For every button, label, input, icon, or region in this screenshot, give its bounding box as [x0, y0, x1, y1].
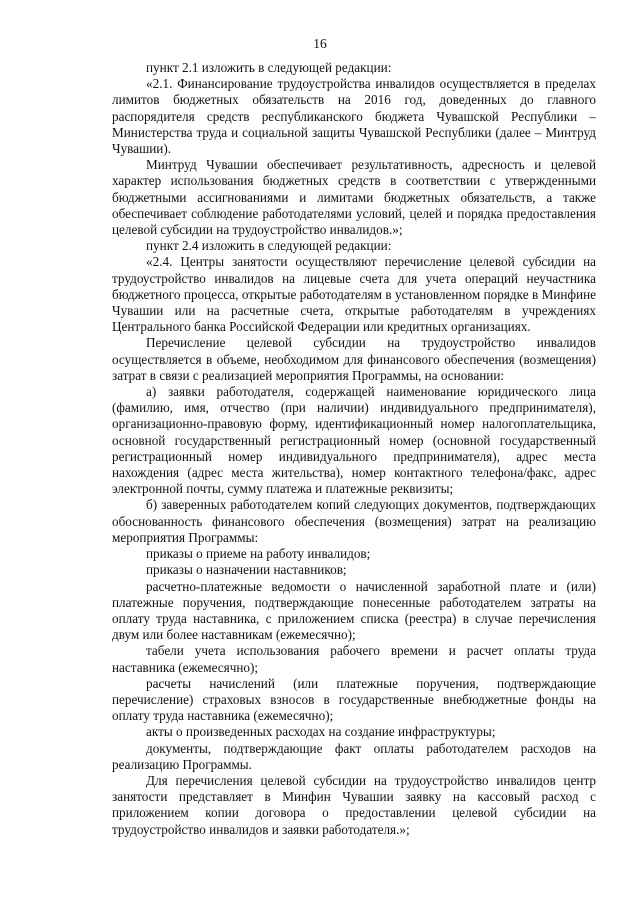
paragraph-7: а) заявки работодателя, содержащей наименование юридического лица (фамилию, имя, отчество (при наличии) индивидуального предпринимателя), организационно-правовую форму, идентификационный номер налогоплательщика, основной государственный регистрационный номер (основной государственный регистрационный номер индивидуального предпринимателя), адрес места нахождения (адрес места жительства), номер контактного телефона/факс, адрес электронной почты, сумму платежа и платежные реквизиты;	[112, 384, 596, 497]
paragraph-5: «2.4. Центры занятости осуществляют перечисление целевой субсидии на трудоустройство инвалидов на лицевые счета для учета операций неучастника бюджетного процесса, открытые работодателям в установленном порядке в Минфине Чувашии или на расчетные счета, открытые работодателям в учреждениях Центрального банка Российской Федерации или кредитных организациях.	[112, 254, 596, 335]
paragraph-2: «2.1. Финансирование трудоустройства инвалидов осуществляется в пределах лимитов бюджетных обязательств на 2016 год, доведенных до главного распорядителя средств республиканского бюджета Чувашской Республики – Министерства труда и социальной защиты Чувашской Республики (далее – Минтруд Чувашии).	[112, 76, 596, 157]
paragraph-4: пункт 2.4 изложить в следующей редакции:	[146, 238, 392, 254]
paragraph-13: расчеты начислений (или платежные поручения, подтверждающие перечисление) страховых взносов в государственные внебюджетные фонды на оплату труда наставника (ежемесячно);	[112, 675, 596, 724]
page-number: 16	[313, 36, 327, 51]
paragraph-6: Перечисление целевой субсидии на трудоустройство инвалидов осуществляется в объеме, необходимом для финансового обеспечения (возмещения) затрат в связи с реализацией мероприятия Программы, на основании:	[112, 335, 596, 383]
paragraph-14: акты о произведенных расходах на создание инфраструктуры;	[146, 724, 496, 740]
paragraph-3: Минтруд Чувашии обеспечивает результативность, адресность и целевой характер использования бюджетных средств в соответствии с утвержденными бюджетными ассигнованиями и лимитами бюджетных обязательств, а также обеспечивает соблюдение работодателями условий, целей и порядка предоставления целевой субсидии на трудоустройство инвалидов.»;	[112, 157, 596, 238]
paragraph-10: приказы о назначении наставников;	[146, 562, 347, 578]
paragraph-8: б) заверенных работодателем копий следующих документов, подтверждающих обоснованность финансового обеспечения (возмещения) затрат на реализацию мероприятия Программы:	[112, 497, 596, 545]
paragraph-1: пункт 2.1 изложить в следующей редакции:	[146, 60, 392, 75]
document-body	[112, 60, 596, 838]
paragraph-12: табели учета использования рабочего времени и расчет оплаты труда наставника (ежемесячно);	[112, 643, 596, 675]
paragraph-11: расчетно-платежные ведомости о начисленной заработной плате и (или) платежные поручения, подтверждающие понесенные работодателем затраты на оплату труда наставника, с приложением списка (реестра) в случае перечисления двум или более наставникам (ежемесячно);	[112, 578, 596, 643]
paragraph-9: приказы о приеме на работу инвалидов;	[146, 546, 371, 562]
paragraph-16: Для перечисления целевой субсидии на трудоустройство инвалидов центр занятости представляет в Минфин Чувашии заявку на кассовый расход с приложением копии договора о предоставлении целевой субсидии на трудоустройство инвалидов и заявки работодателя.»;	[112, 772, 596, 837]
paragraph-15: документы, подтверждающие факт оплаты работодателем расходов на реализацию Программы.	[112, 740, 596, 772]
